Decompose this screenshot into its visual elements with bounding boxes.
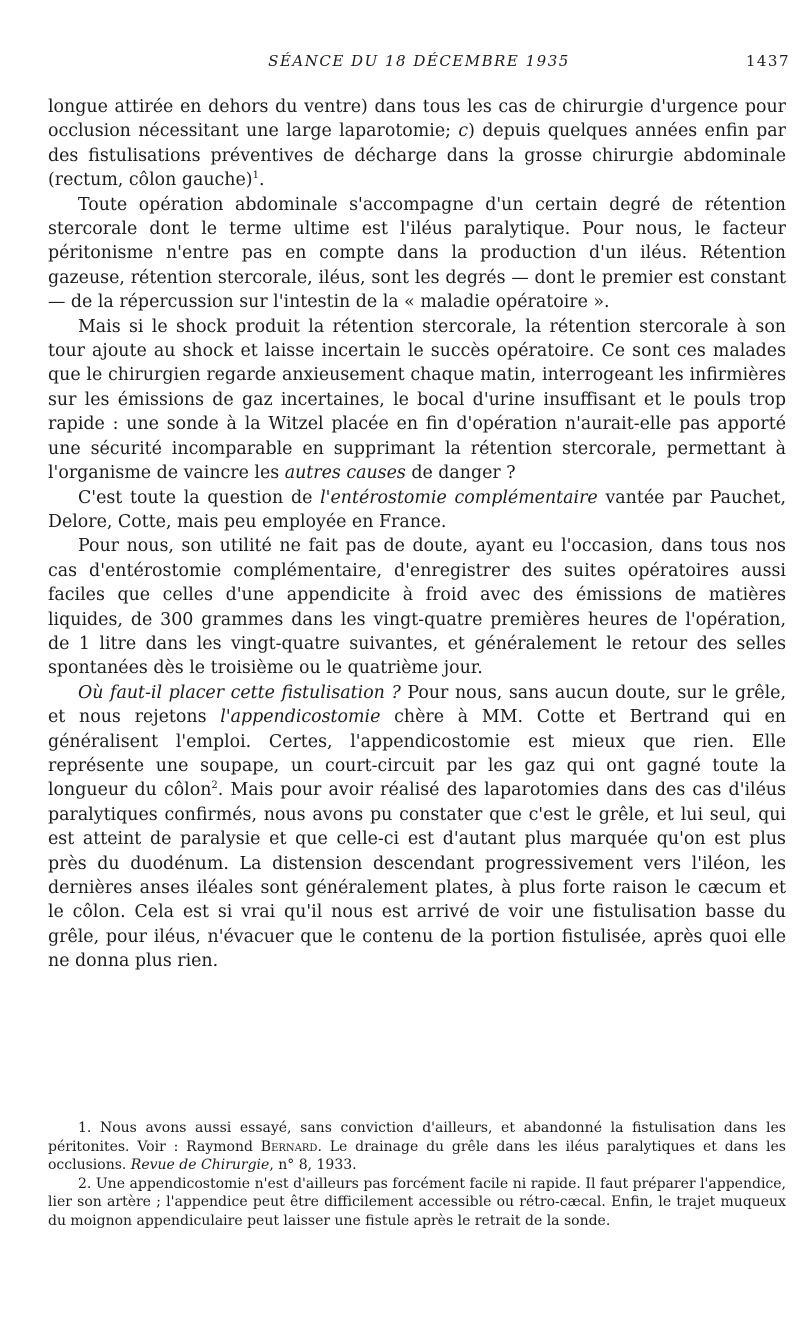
p6-text-f: . Mais pour avoir réalisé des laparotomies dans des cas d'iléus paralytiques confirmés, nous avons pu constater que c'est le grêle, et lui seul, qui est atteint de paralysie et que celle-ci est d'autant plus marquée qu'on est plus près du duodénum. La distension descendant progressivement vers l'iléon, les dernières anses iléales sont généralement plates, à plus forte raison le cæcum et le côlon. Cela est si vrai qu'il nous est arrivé de voir une fistulisation basse du grêle, pour iléus, n'évacuer que le contenu de la portion fistulisée, après quoi elle ne donna plus rien. bbox=[48, 780, 787, 972]
p1-text-a: longue attirée en dehors du ventre) dans tous les cas de chirurgie d'urgence pour occlusion nécessitant une large laparotomie; bbox=[48, 97, 786, 142]
fn1-author: Bernard bbox=[260, 1138, 318, 1155]
p3-text-a: Mais si le shock produit la rétention stercorale, la rétention stercorale à son tour ajoute au shock et laisse incertain le succès opératoire. Ce sont ces malades que le chirurgien regarde anxieusement chaque matin, interrogeant les infirmières sur les émissions de gaz incertaines, le bocal d'urine insuffisant et le pouls trop rapide : une sonde à la Witzel placée en fin d'opération n'aurait-elle pas apporté une sécurité incomparable en supprimant la rétention stercorale, permettant à l'organisme de vaincre les bbox=[48, 316, 786, 484]
p4-italic: l'entérostomie complémentaire bbox=[320, 487, 598, 508]
p6-italic-question: Où faut-il placer cette fistulisation ? bbox=[78, 682, 401, 703]
fn1-text-a: 1. Nous avons aussi essayé, sans conviction d'ailleurs, et abandonné la fistulisation dans les péritonites. Voir : Raymond bbox=[48, 1120, 786, 1155]
footnotes bbox=[48, 1119, 786, 1230]
p6-text-b: Pour nous, sans aucun doute, sur le grêle, et nous rejetons bbox=[48, 682, 786, 728]
p3-text-c: de danger ? bbox=[405, 463, 516, 484]
paragraph-1 bbox=[48, 95, 786, 193]
p4-text-a: C'est toute la question de bbox=[78, 487, 321, 508]
footnote-ref-2: 2 bbox=[211, 780, 218, 792]
fn1-text-c: . Le drainage du grêle dans les iléus paralytiques et dans les occlusions. bbox=[48, 1138, 786, 1173]
paragraph-2: Toute opération abdominale s'accompagne d'un certain degré de rétention stercorale dont le terme ultime est l'iléus paralytique. Pour nous, le facteur péritonisme n'entre pas en compte dans la production d'un iléus. Rétention gazeuse, rétention stercorale, iléus, sont les degrés — dont le premier est constant — de la répercussion sur l'intestin de la « maladie opératoire ». bbox=[48, 194, 786, 313]
paragraph-3 bbox=[48, 315, 786, 486]
footnote-2: 2. Une appendicostomie n'est d'ailleurs pas forcément facile ni rapide. Il faut préparer l'appendice, lier son artère ; l'appendice peut être difficilement accessible ou rétro-cæcal. Enfin, le trajet muqueux du moignon appendiculaire peut laisser une fistule après le retrait de la sonde. bbox=[48, 1175, 786, 1229]
page-header bbox=[48, 52, 790, 74]
body-text bbox=[48, 95, 786, 974]
p1-text-e: . bbox=[258, 170, 265, 191]
p6-italic-appendicostomie: l'appendicostomie bbox=[220, 707, 381, 728]
p3-italic: autres causes bbox=[284, 463, 406, 484]
p4-text-c: vantée par Pauchet, Delore, Cotte, mais peu employée en France. bbox=[48, 487, 786, 532]
fn1-journal: Revue de Chirurgie bbox=[130, 1157, 270, 1173]
paragraph-6 bbox=[48, 681, 786, 974]
paragraph-5: Pour nous, son utilité ne fait pas de doute, ayant eu l'occasion, dans tous nos cas d'entérostomie complémentaire, d'enregistrer des suites opératoires aussi faciles que celles d'une appendicite à froid avec des émissions de matières liquides, de 300 grammes dans les vingt-quatre premières heures de l'opération, de 1 litre dans les vingt-quatre suivantes, et généralement le retour des selles spontanées dès le troisième ou le quatrième jour. bbox=[48, 536, 786, 679]
footnote-ref-1: 1 bbox=[252, 170, 259, 182]
p1-text-c: ) depuis quelques années enfin par des fistulisations préventives de décharge dans la grosse chirurgie abdominale (rectum, côlon gauche) bbox=[48, 121, 786, 191]
paragraph-4 bbox=[48, 486, 786, 535]
running-title: SÉANCE DU 18 DÉCEMBRE 1935 bbox=[268, 52, 570, 70]
p1-enum-c: c bbox=[458, 121, 469, 142]
page-number: 1437 bbox=[745, 52, 790, 70]
p6-text-d: chère à MM. Cotte et Bertrand qui en généralisent l'emploi. Certes, l'appendicostomie est mieux que rien. Elle représente une soupape, un court-circuit par les gaz qui ont gagné toute la longueur du côlon bbox=[48, 707, 786, 801]
footnote-1 bbox=[48, 1119, 786, 1175]
fn1-text-e: , n° 8, 1933. bbox=[269, 1157, 357, 1173]
